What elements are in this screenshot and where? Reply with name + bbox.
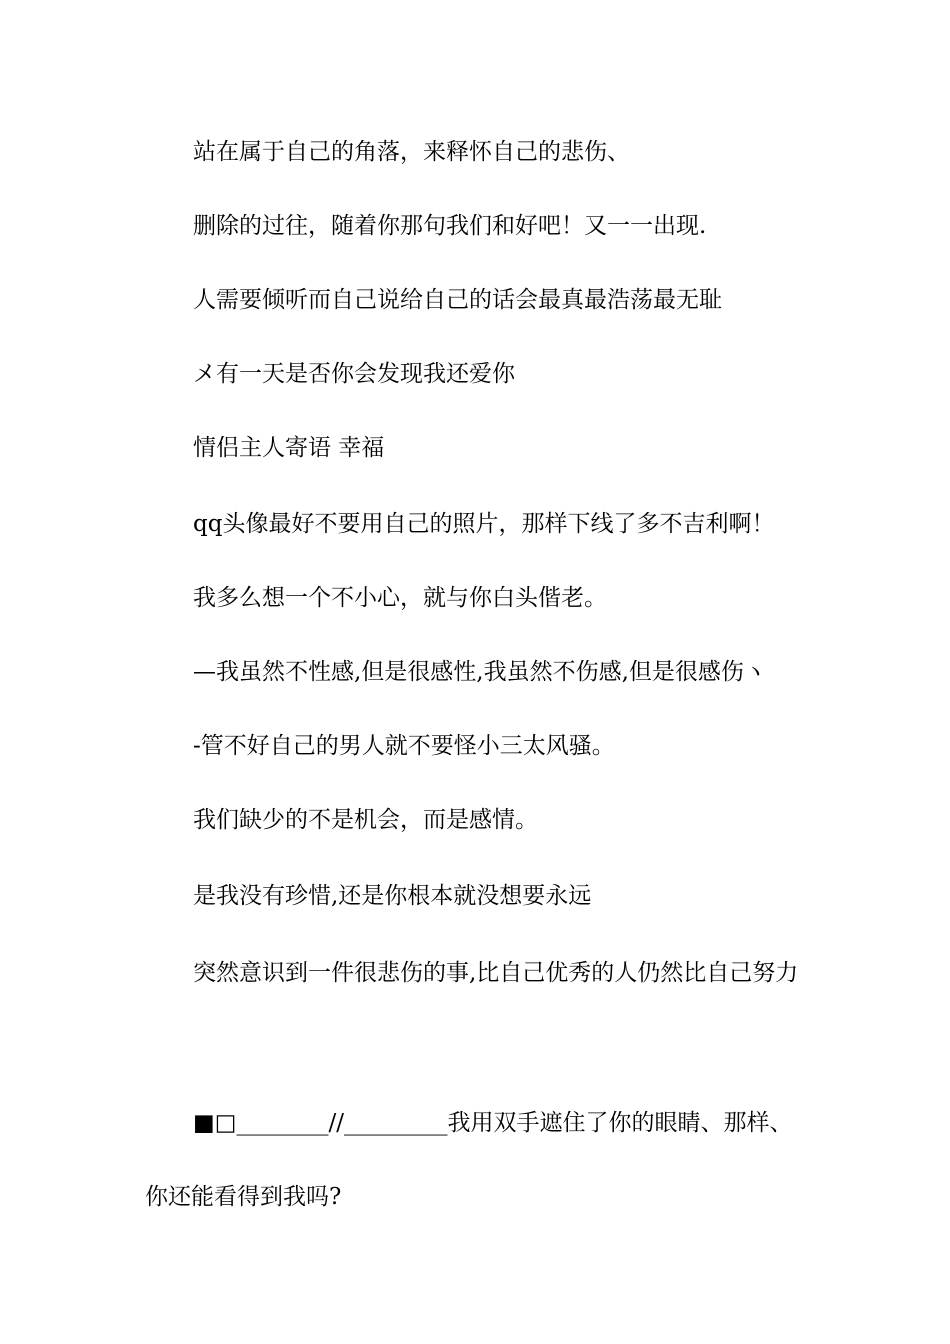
paragraph: 是我没有珍惜,还是你根本就没想要永远 [193, 883, 592, 909]
paragraph-wrapped: 突然意识到一件很悲伤的事,比自己优秀的人仍然比自己努力 [193, 960, 799, 986]
paragraph: 我多么想一个不小心，就与你白头偕老。 [193, 585, 607, 611]
paragraph: メ有一天是否你会发现我还爱你 [193, 361, 515, 387]
paragraph: -管不好自己的男人就不要怪小三太风骚。 [193, 733, 615, 759]
paragraph-wrapped: ■□________//_________我用双手遮住了你的眼睛、那样、你还能看得到我吗? [145, 1110, 793, 1210]
paragraph: 删除的过往，随着你那句我们和好吧！又一一出现. [193, 213, 707, 239]
paragraph: qq头像最好不要用自己的照片，那样下线了多不吉利啊！ [193, 511, 775, 537]
paragraph: —我虽然不性感,但是很感性,我虽然不伤感,但是很感伤ヽ [193, 659, 767, 685]
paragraph: 情侣主人寄语 幸福 [193, 435, 385, 461]
paragraph: 我们缺少的不是机会，而是感情。 [193, 807, 538, 833]
paragraph: 人需要倾听而自己说给自己的话会最真最浩荡最无耻 [193, 287, 722, 313]
paragraph: 站在属于自己的角落，来释怀自己的悲伤、 [193, 139, 630, 165]
